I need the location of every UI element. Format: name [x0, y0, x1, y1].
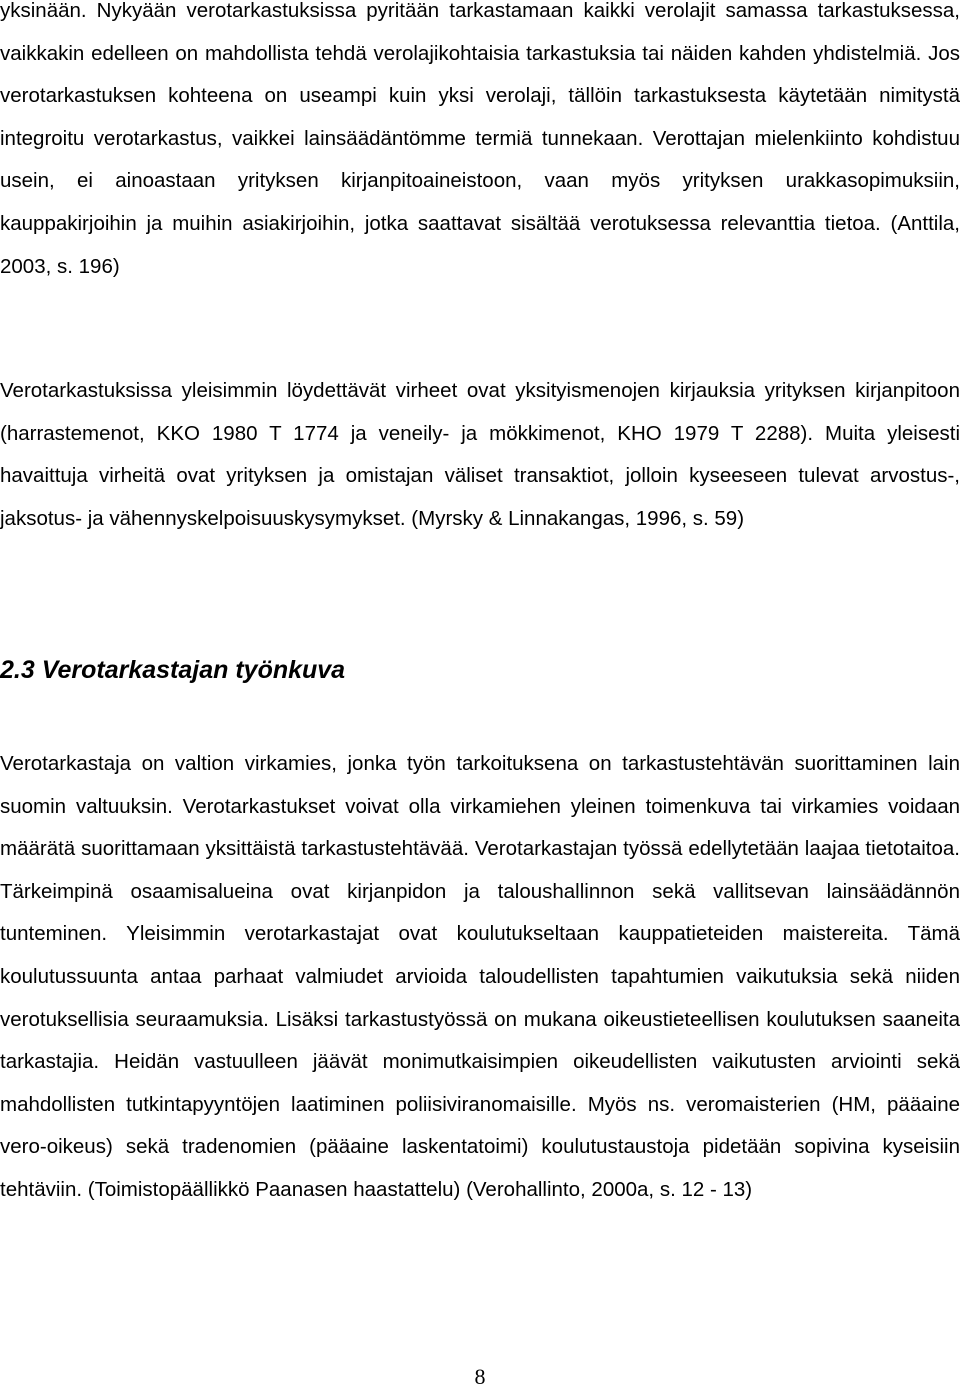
section-number: 2.3	[0, 656, 35, 684]
paragraph-auditor-role: Verotarkastaja on valtion virkamies, jonka työn tarkoituksena on tarkastustehtävän suorittaminen lain suomin valtuuksin. Verotarkastukset voivat olla virkamiehen yleinen toimenkuva tai virkamies voidaan määrätä suorittamaan yksittäistä tarkastustehtävää. Verotarkastajan työssä edellytetään laajaa tietotaitoa. Tärkeimpinä osaamisalueina ovat kirjanpidon ja taloushallinnon sekä vallitsevan lainsäädännön tunteminen. Yleisimmin verotarkastajat ovat koulutukseltaan kauppatieteiden maistereita. Tämä koulutussuunta antaa parhaat valmiudet arvioida taloudellisten tapahtumien vaikutuksia sekä niiden verotuksellisia seuraamuksia. Lisäksi tarkastustyössä on mukana oikeustieteellisen koulutuksen saaneita tarkastajia. Heidän vastuulleen jäävät monimutkaisimpien oikeudellisten vaikutusten arviointi sekä mahdollisten tutkintapyyntöjen laatiminen poliisiviranomaisille. Myös ns. veromaisterien (HM, pääaine vero-oikeus) sekä tradenomien (pääaine laskentatoimi) koulutustaustoja pidetään sopivina kyseisiin tehtäviin. (Toimistopäällikkö Paanasen haastattelu) (Verohallinto, 2000a, s. 12 - 13)	[0, 752, 960, 1201]
section-title: Verotarkastajan työnkuva	[41, 656, 346, 684]
page-number: 8	[474, 1364, 486, 1389]
paragraph-tax-audit-scope: yksinään. Nykyään verotarkastuksissa pyritään tarkastamaan kaikki verolajit samassa tarkastuksessa, vaikkakin edelleen on mahdollista tehdä verolajikohtaisia tarkastuksia tai näiden kahden yhdistelmiä. Jos verotarkastuksen kohteena on useampi kuin yksi verolaji, tällöin tarkastuksesta käytetään nimitystä integroitu verotarkastus, vaikkei lainsäädäntömme termiä tunnekaan. Verottajan mielenkiinto kohdistuu usein, ei ainoastaan yrityksen kirjanpitoaineistoon, vaan myös yrityksen urakkasopimuksiin, kauppakirjoihin ja muihin asiakirjoihin, jotka saattavat sisältää verotuksessa relevanttia tietoa. (Anttila, 2003, s. 196)	[0, 0, 960, 278]
paragraph-common-errors: Verotarkastuksissa yleisimmin löydettävät virheet ovat yksityismenojen kirjauksia yrityksen kirjanpitoon (harrastemenot, KKO 1980 T 1774 ja veneily- ja mökkimenot, KHO 1979 T 2288). Muita yleisesti havaittuja virheitä ovat yrityksen ja omistajan väliset transaktiot, jolloin kyseeseen tulevat arvostus-, jaksotus- ja vähennyskelpoisuuskysymykset. (Myrsky & Linnakangas, 1996, s. 59)	[0, 379, 960, 530]
section-heading	[0, 650, 345, 690]
